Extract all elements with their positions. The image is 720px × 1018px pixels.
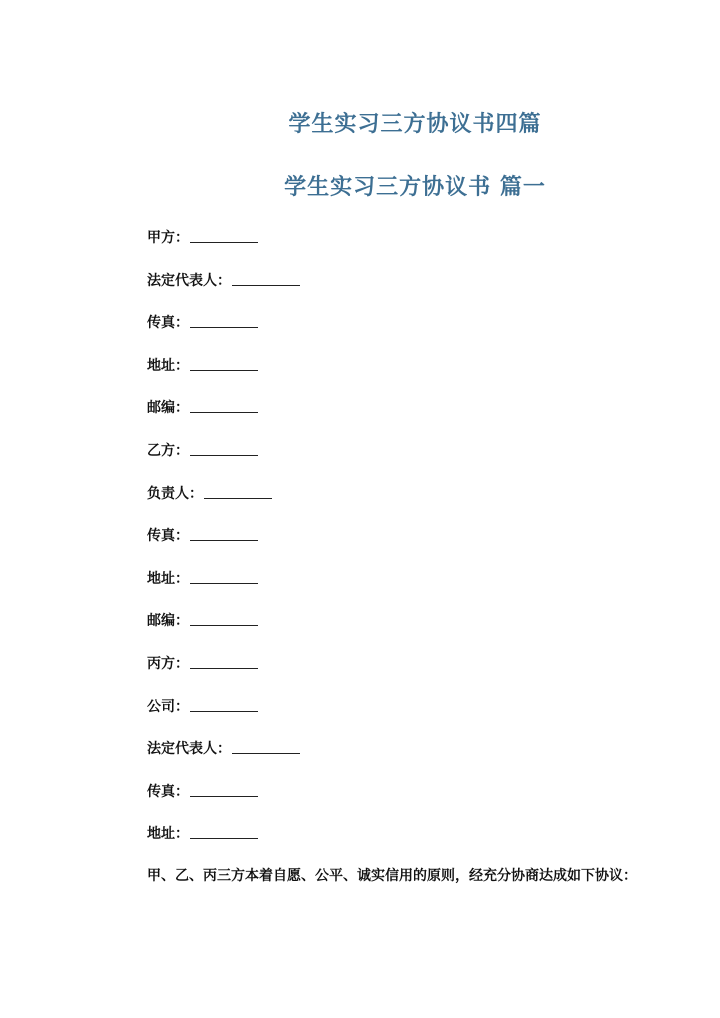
field-party-b-postcode: [147, 611, 687, 654]
document-title: 学生实习三方协议书四篇: [288, 111, 542, 137]
field-party-a-address: [147, 356, 687, 399]
fill-blank: [232, 271, 300, 286]
field-party-b-fax: [147, 526, 687, 569]
fill-blank: [190, 782, 258, 797]
fill-blank: [190, 611, 258, 626]
field-party-c-company: [147, 697, 687, 740]
field-label: 负责人：: [147, 485, 203, 502]
field-party-b-address: [147, 569, 687, 612]
field-label: 法定代表人：: [147, 272, 231, 289]
fill-blank: [190, 441, 258, 456]
fill-blank: [190, 824, 258, 839]
fill-blank: [190, 654, 258, 669]
field-party-c-legal-rep: [147, 739, 687, 782]
field-party-b: [147, 441, 687, 484]
party-fields: [147, 228, 687, 867]
fill-blank: [190, 356, 258, 371]
field-party-b-responsible: [147, 484, 687, 527]
field-label: 传真：: [147, 315, 189, 332]
field-party-a-fax: [147, 313, 687, 356]
field-label: 邮编：: [147, 613, 189, 630]
fill-blank: [190, 228, 258, 243]
field-label: 公司：: [147, 698, 189, 715]
fill-blank: [190, 526, 258, 541]
fill-blank: [204, 484, 272, 499]
section-title: 学生实习三方协议书 篇一: [284, 174, 546, 200]
fill-blank: [190, 398, 258, 413]
field-party-a: [147, 228, 687, 271]
field-label: 传真：: [147, 783, 189, 800]
fill-blank: [190, 697, 258, 712]
field-label: 乙方：: [147, 442, 189, 459]
field-label: 法定代表人：: [147, 741, 231, 758]
field-label: 邮编：: [147, 400, 189, 417]
field-label: 丙方：: [147, 655, 189, 672]
field-party-a-postcode: [147, 398, 687, 441]
fill-blank: [190, 569, 258, 584]
fill-blank: [232, 739, 300, 754]
field-party-c-fax: [147, 782, 687, 825]
field-party-a-legal-rep: [147, 271, 687, 314]
field-label: 地址：: [147, 826, 189, 843]
field-label: 地址：: [147, 357, 189, 374]
field-party-c-address: [147, 824, 687, 867]
field-party-c: [147, 654, 687, 697]
intro-paragraph: 甲、乙、丙三方本着自愿、公平、诚实信用的原则，经充分协商达成如下协议：: [147, 868, 637, 884]
field-label: 地址：: [147, 570, 189, 587]
fill-blank: [190, 313, 258, 328]
field-label: 甲方：: [147, 230, 189, 246]
field-label: 传真：: [147, 528, 189, 545]
